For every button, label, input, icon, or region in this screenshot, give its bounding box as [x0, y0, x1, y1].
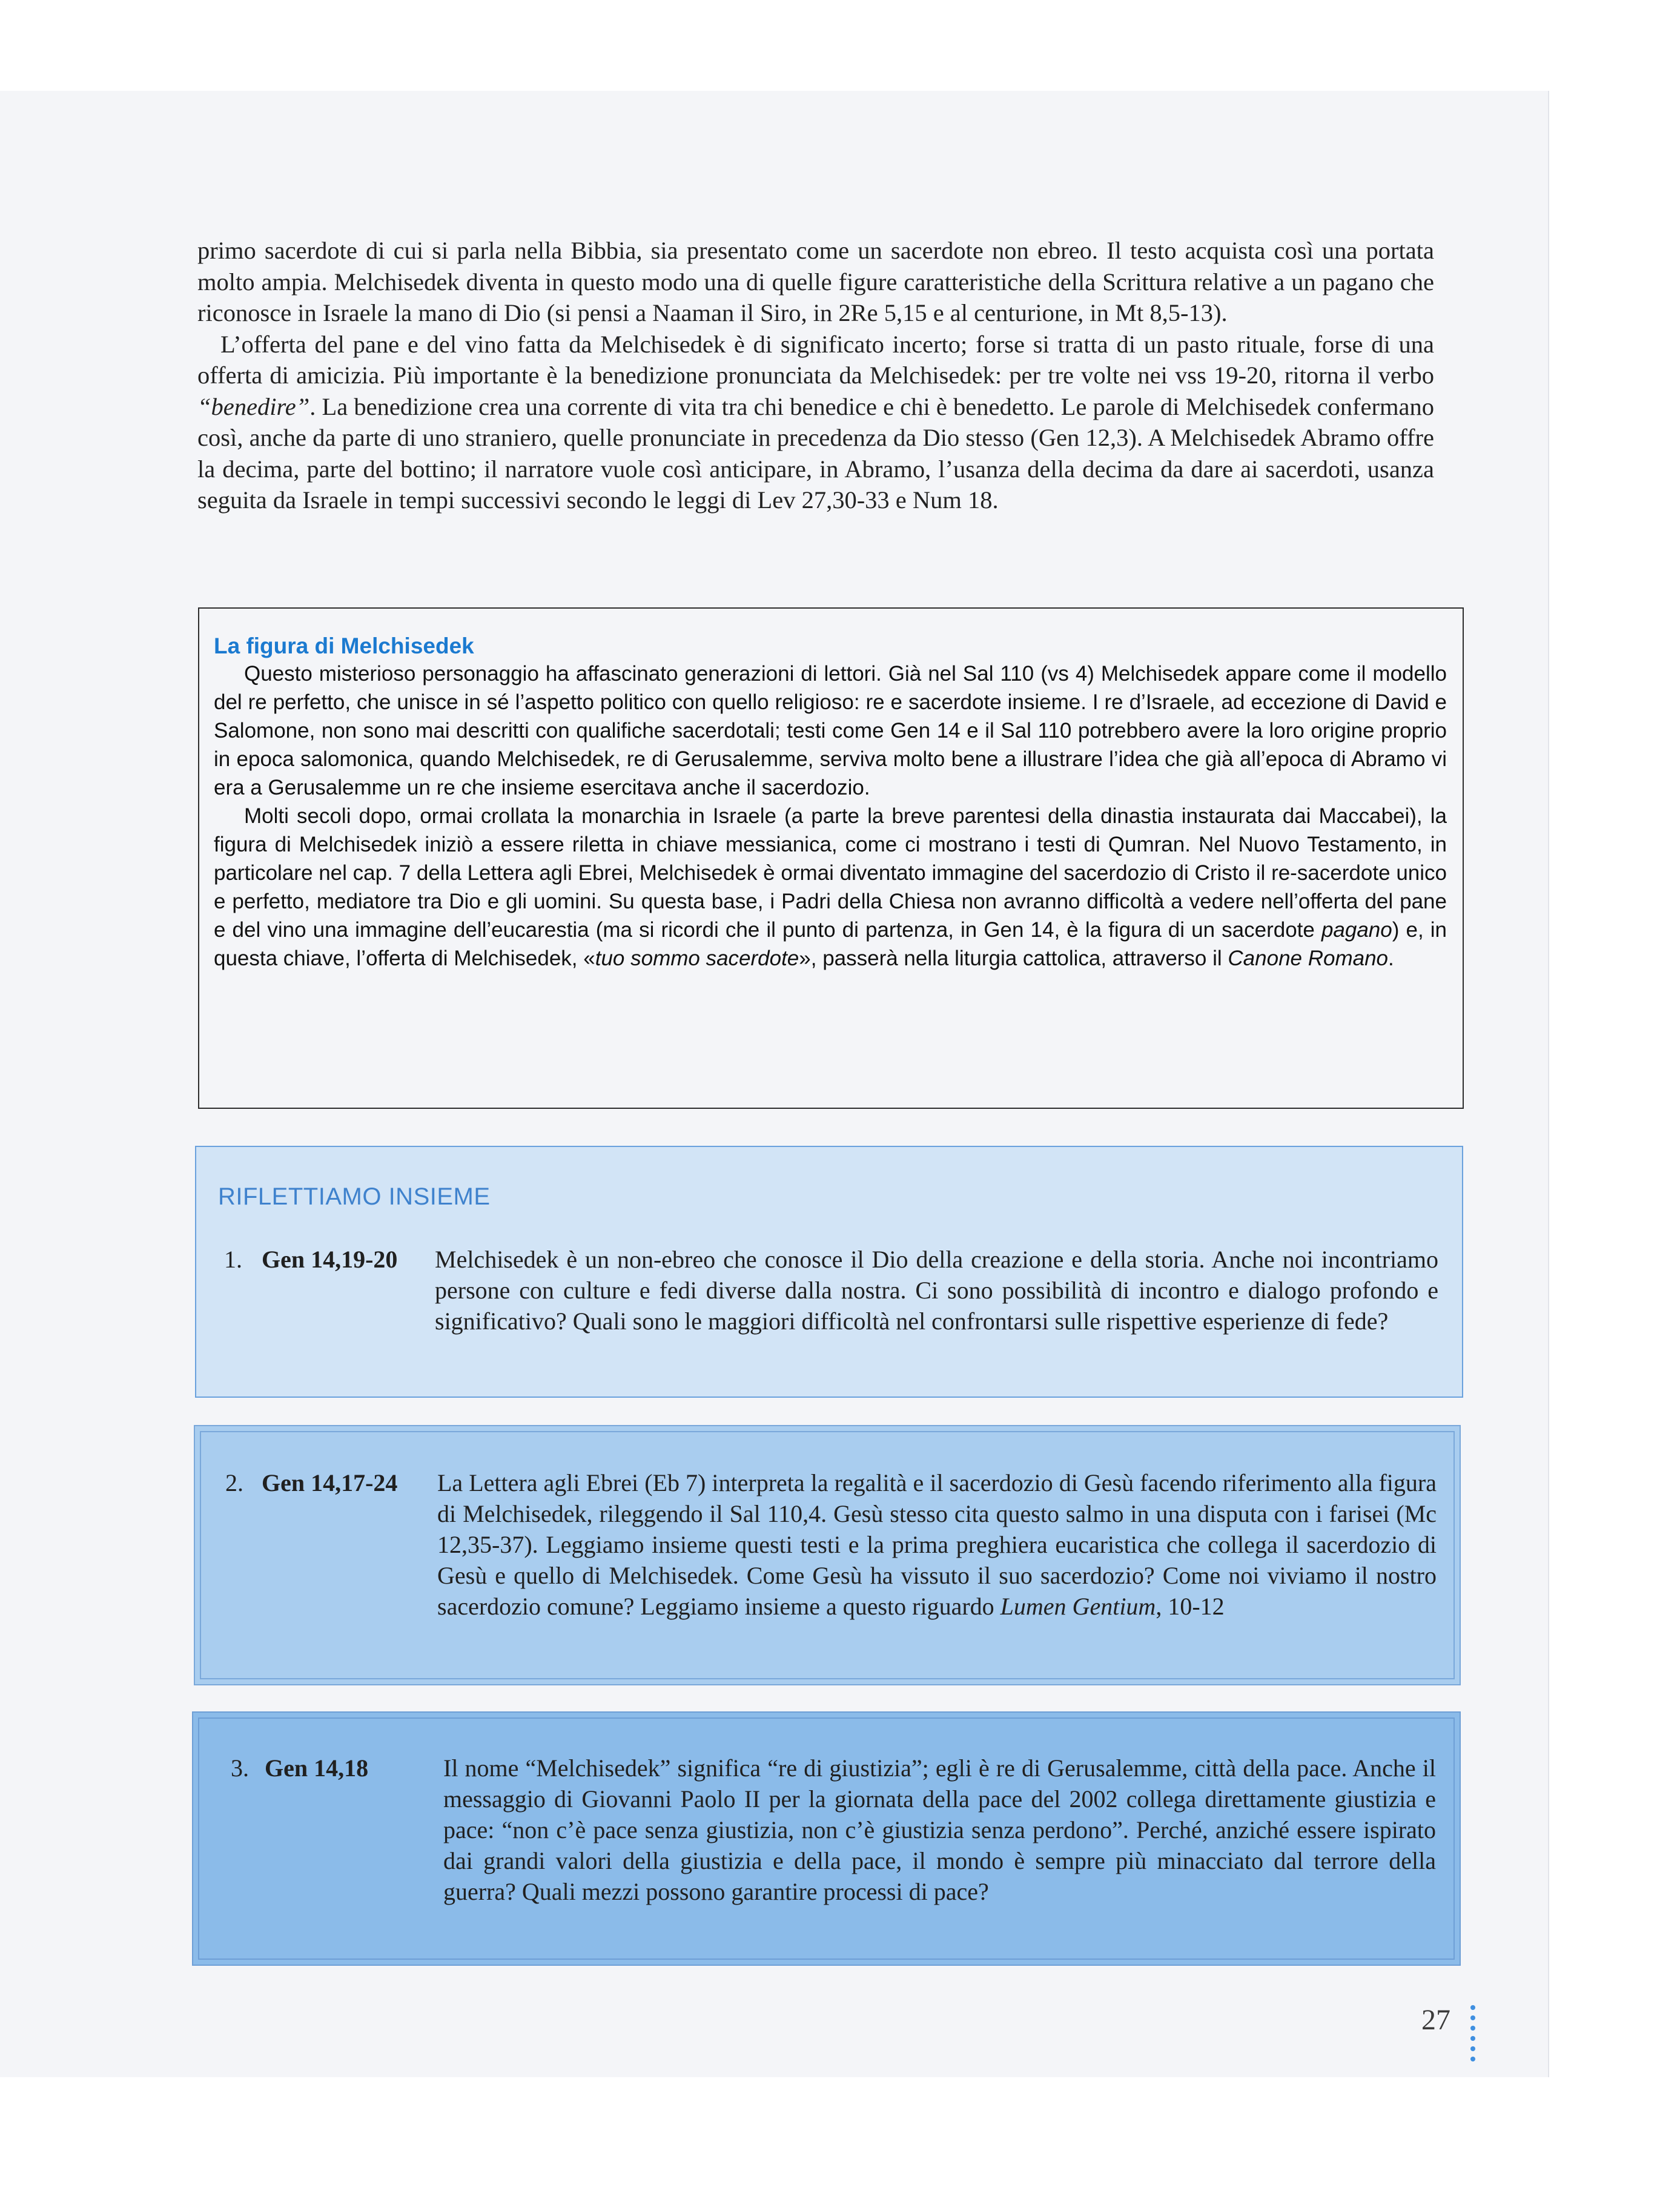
reflection-item-3	[231, 1753, 1436, 1952]
page-number-dots	[1470, 2005, 1477, 2067]
sidebar-italic: pagano	[1321, 918, 1392, 942]
reflection-box-2	[194, 1425, 1461, 1685]
item-text: Il nome “Melchisedek” significa “re di giustizia”; egli è re di Gerusalemme, città della pace. Anche il messaggio di Giovanni Paolo II per la giornata della pace del 2002 collega direttamente giustizia e pace: “non c’è pace senza giustizia, non c’è giustizia senza perdono”. Perché, anziché essere ispirato dai grandi valori della giustizia e della pace, il mondo è sempre più minacciato dal terrore della guerra? Quali mezzi possono garantire processi di pace?	[443, 1754, 1436, 1905]
reflection-title: RIFLETTIAMO INSIEME	[218, 1183, 491, 1210]
item-number: 2.	[225, 1469, 243, 1496]
item-number: 1.	[224, 1246, 242, 1273]
body-paragraph-2-part: . La benedizione crea una corrente di vita tra chi benedice e chi è benedetto. Le parole di Melchisedek confermano così, anche da parte di uno straniero, quelle pronunciate in precedenza da Dio stesso (Gen 12,3). A Melchisedek Abramo offre la decima, parte del bottino; il narratore vuole così anticipare, in Abramo, l’usanza della decima da dare ai sacerdoti, usanza seguita da Israele in tempi successivi secondo le leggi di Lev 27,30-33 e Num 18.	[197, 392, 1434, 514]
reflection-item-1	[224, 1244, 1441, 1371]
body-paragraph-1: primo sacerdote di cui si parla nella Bibbia, sia presentato come un sacerdote non ebreo. Il testo acquista così una portata molto ampia. Melchisedek diventa in questo modo una di quelle figure caratteristiche della Scrittura relative a un pagano che riconosce in Israele la mano di Dio (si pensi a Naaman il Siro, in 2Re 5,15 e al centurione, in Mt 8,5-13).	[197, 237, 1434, 326]
body-paragraph-2	[197, 329, 1434, 516]
item-reference: Gen 14,18	[265, 1754, 369, 1782]
sidebar-title: La figura di Melchisedek	[214, 633, 474, 658]
sidebar-paragraph-1: Questo misterioso personaggio ha affascinato generazioni di lettori. Già nel Sal 110 (vs 4) Melchisedek appare come il modello del re perfetto, che unisce in sé l’aspetto politico con quello religioso: re e sacerdote insieme. I re d’Israele, ad eccezione di David e Salomone, non sono mai descritti con qualifiche sacerdotali; testi come Gen 14 e il Sal 110 potrebbero avere la loro origine proprio in epoca salomonica, quando Melchisedek, re di Gerusalemme, serviva molto bene a illustrare l’idea che già all’epoca di Abramo vi era a Gerusalemme un re che insieme esercitava anche il sacerdozio.	[214, 662, 1447, 799]
reflection-box-1	[195, 1146, 1463, 1398]
sidebar-paragraph-2-part: .	[1388, 947, 1394, 970]
body-paragraph-2-italic: “benedire”	[197, 392, 310, 420]
sidebar-paragraph-2-part: Molti secoli dopo, ormai crollata la monarchia in Israele (a parte la breve parentesi della dinastia instaurata dai Maccabei), la figura di Melchisedek iniziò a essere riletta in chiave messianica, come ci mostrano i testi di Qumran. Nel Nuovo Testamento, in particolare nel cap. 7 della Lettera agli Ebrei, Melchisedek è ormai diventato immagine del sacerdozio di Cristo il re-sacerdote unico e perfetto, mediatore tra Dio e gli uomini. Su questa base, i Padri della Chiesa non avranno difficoltà a vedere nell’offerta del pane e del vino una immagine dell’eucarestia (ma si ricordi che il punto di partenza, in Gen 14, è la figura di un sacerdote	[214, 804, 1447, 942]
sidebar-paragraph-2-part: », passerà nella liturgia cattolica, attraverso il	[799, 947, 1228, 970]
item-text-part: , 10-12	[1156, 1593, 1225, 1620]
item-text-italic: Lumen Gentium	[1000, 1593, 1156, 1620]
melchisedek-sidebar	[198, 607, 1464, 1109]
sidebar-paragraph-2-part: ) e, in questa chiave, l’offerta di Melchisedek, «	[214, 918, 1447, 970]
sidebar-italic: Canone Romano	[1228, 947, 1389, 970]
sidebar-italic: tuo sommo sacerdote	[595, 947, 799, 970]
item-reference: Gen 14,19-20	[262, 1246, 398, 1273]
item-reference: Gen 14,17-24	[262, 1469, 398, 1496]
sidebar-paragraph-2	[207, 802, 1447, 973]
item-text-part: La Lettera agli Ebrei (Eb 7) interpreta la regalità e il sacerdozio di Gesù facendo riferimento alla figura di Melchisedek, rileggendo il Sal 110,4. Gesù stesso cita questo salmo in una disputa con i farisei (Mc 12,35-37). Leggiamo insieme questi testi e la prima preghiera eucaristica che collega il sacerdozio di Gesù e quello di Melchisedek. Come Gesù ha vissuto il suo sacerdozio? Come noi viviamo il nostro sacerdozio comune? Leggiamo insieme a questo riguardo	[437, 1469, 1437, 1620]
body-paragraph-2-part: L’offerta del pane e del vino fatta da Melchisedek è di significato incerto; forse si tratta di un pasto rituale, forse di una offerta di amicizia. Più importante è la benedizione pronunciata da Melchisedek: per tre volte nei vss 19-20, ritorna il verbo	[197, 330, 1434, 389]
reflection-item-2	[225, 1467, 1437, 1667]
body-text	[197, 235, 1434, 516]
item-number: 3.	[231, 1754, 249, 1782]
item-text: Melchisedek è un non-ebreo che conosce il Dio della creazione e della storia. Anche noi incontriamo persone con culture e fedi diverse dalla nostra. Ci sono possibilità di incontro e dialogo profondo e significativo? Quali sono le maggiori difficoltà nel confrontarsi sulle rispettive esperienze di fede?	[435, 1246, 1438, 1335]
reflection-box-3	[192, 1711, 1461, 1966]
item-text	[437, 1467, 1437, 1622]
page-number: 27	[1421, 2004, 1450, 2036]
